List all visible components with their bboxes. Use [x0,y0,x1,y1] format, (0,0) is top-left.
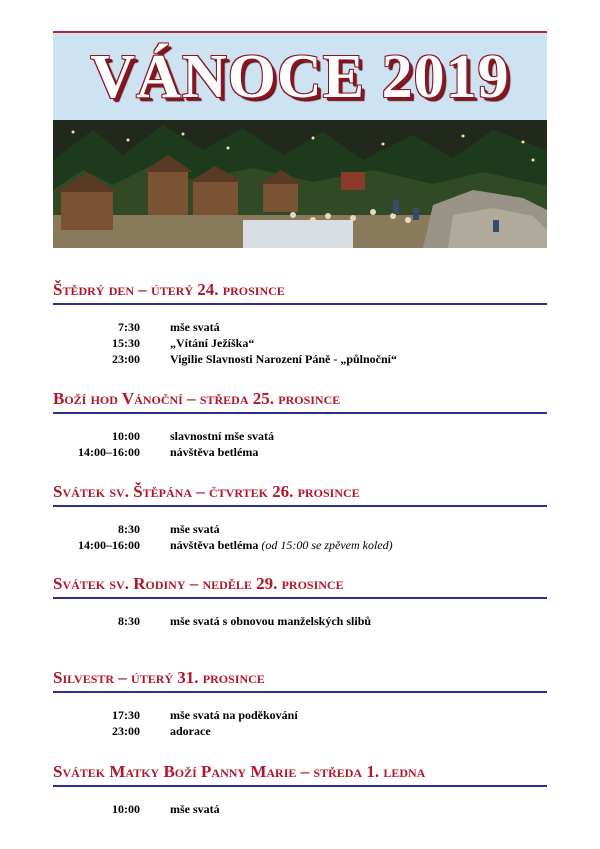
schedule-list [53,428,547,460]
schedule-row [53,319,547,335]
schedule-list [53,613,547,629]
schedule-row [53,723,547,739]
schedule-time: 14:00–16:00 [78,445,140,459]
schedule-description: adorace [170,724,211,738]
schedule-time: 7:30 [118,320,140,334]
schedule-description: mše svatá [170,522,220,536]
schedule-description: „Vítání Ježíška“ [170,336,255,350]
schedule-time: 23:00 [112,352,140,366]
schedule-list [53,801,547,817]
section-mother-of-god [53,762,547,817]
schedule-description: mše svatá [170,320,220,334]
section-christmas-eve [53,280,547,367]
schedule-row [53,707,547,723]
schedule-description: návštěva betléma [170,445,259,459]
schedule-time: 8:30 [118,614,140,628]
section-heading: Svátek Matky Boží Panny Marie – středa 1. ledna [53,762,547,787]
schedule-description [170,537,393,553]
section-heading: Silvestr – úterý 31. prosince [53,668,547,693]
schedule-row [53,428,547,444]
section-heading: Svátek sv. Štěpána – čtvrtek 26. prosince [53,482,547,507]
schedule-description: mše svatá na poděkování [170,708,298,722]
schedule-description: mše svatá [170,802,220,816]
section-new-years-eve [53,668,547,739]
schedule-time: 14:00–16:00 [78,538,140,552]
nativity-scene-image [53,120,547,248]
schedule-description: mše svatá s obnovou manželských slibů [170,614,372,628]
schedule-time: 10:00 [112,429,140,443]
schedule-list [53,521,547,553]
schedule-row [53,613,547,629]
schedule-row [53,335,547,351]
schedule-list [53,319,547,367]
section-heading: Štědrý den – úterý 24. prosince [53,280,547,305]
schedule-description: slavnostní mše svatá [170,429,275,443]
nativity-illustration [53,120,547,248]
section-heading: Svátek sv. Rodiny – neděle 29. prosince [53,574,547,599]
schedule-time: 10:00 [112,802,140,816]
schedule-row [53,537,547,553]
schedule-row [53,444,547,460]
section-christmas-day [53,389,547,460]
section-holy-family [53,574,547,629]
schedule-row [53,521,547,537]
schedule-note: (od 15:00 se zpěvem koled) [261,538,393,552]
schedule-list [53,707,547,739]
schedule-time: 8:30 [118,522,140,536]
page-title: VÁNOCE 2019 [90,43,510,111]
schedule-row [53,351,547,367]
section-st-stephen [53,482,547,553]
section-heading: Boží hod Vánoční – středa 25. prosince [53,389,547,414]
schedule-description: Vigilie Slavnosti Narození Páně - „půlnoční“ [170,352,398,366]
schedule-description-text: návštěva betléma [170,538,259,552]
schedule-row [53,801,547,817]
schedule-time: 23:00 [112,724,140,738]
schedule-time: 17:30 [112,708,140,722]
title-banner [53,31,547,122]
schedule-time: 15:30 [112,336,140,350]
